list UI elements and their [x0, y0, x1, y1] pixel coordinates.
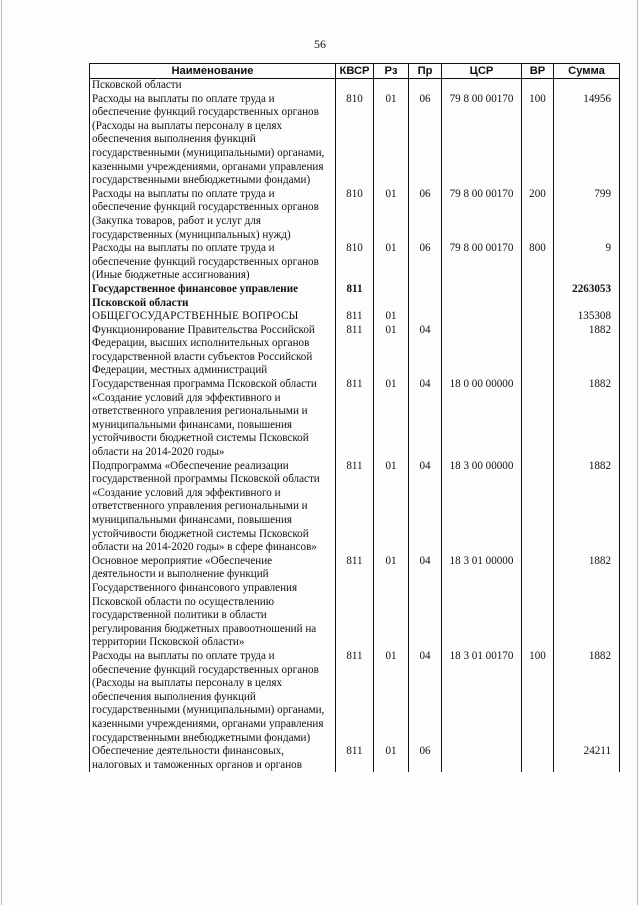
row-sum: 1882: [554, 460, 620, 555]
row-sum: 9: [554, 242, 620, 283]
table-row: [90, 555, 620, 650]
row-csr: 18 0 00 00000: [442, 378, 522, 460]
row-sum: [554, 79, 620, 93]
row-sum: 24211: [554, 745, 620, 772]
row-name: Расходы на выплаты по оплате труда и обеспечение функций государственных органов (Закупка товаров, работ и услуг для государственных (муниципальных) нужд): [90, 188, 336, 242]
row-vr: [522, 555, 554, 650]
row-kvsr: 811: [336, 745, 374, 772]
row-csr: 79 8 00 00170: [442, 188, 522, 242]
row-rz: 01: [374, 310, 409, 324]
row-kvsr: 810: [336, 242, 374, 283]
row-sum: 1882: [554, 555, 620, 650]
table-row: [90, 93, 620, 188]
header-vr: ВР: [522, 64, 554, 79]
row-kvsr: 811: [336, 650, 374, 745]
row-vr: [522, 283, 554, 310]
row-csr: [442, 310, 522, 324]
row-kvsr: 811: [336, 460, 374, 555]
header-sum: Сумма: [554, 64, 620, 79]
row-rz: 01: [374, 650, 409, 745]
table-row: [90, 310, 620, 324]
row-rz: 01: [374, 378, 409, 460]
row-rz: 01: [374, 188, 409, 242]
row-kvsr: 811: [336, 283, 374, 310]
row-name: Обеспечение деятельности финансовых, налоговых и таможенных органов и органов: [90, 745, 336, 772]
row-pr: 04: [409, 460, 442, 555]
table-row: [90, 324, 620, 378]
table-row: [90, 283, 620, 310]
row-csr: 18 3 01 00000: [442, 555, 522, 650]
table-row: [90, 242, 620, 283]
row-sum: 135308: [554, 310, 620, 324]
row-rz: 01: [374, 324, 409, 378]
row-csr: [442, 283, 522, 310]
row-sum: 1882: [554, 378, 620, 460]
row-kvsr: [336, 79, 374, 93]
row-pr: 06: [409, 242, 442, 283]
header-rz: Рз: [374, 64, 409, 79]
row-kvsr: 811: [336, 555, 374, 650]
row-vr: [522, 310, 554, 324]
table-row: [90, 188, 620, 242]
page-edge-right: [637, 0, 638, 905]
table-row: [90, 79, 620, 93]
table-row: [90, 745, 620, 772]
row-rz: 01: [374, 242, 409, 283]
row-csr: [442, 324, 522, 378]
table-row: [90, 650, 620, 745]
row-vr: [522, 378, 554, 460]
row-rz: [374, 283, 409, 310]
row-sum: 14956: [554, 93, 620, 188]
row-csr: [442, 79, 522, 93]
row-vr: 200: [522, 188, 554, 242]
row-csr: 18 3 01 00170: [442, 650, 522, 745]
row-rz: 01: [374, 555, 409, 650]
row-pr: 06: [409, 188, 442, 242]
page-edge-left: [1, 0, 2, 905]
page-number: 56: [314, 37, 326, 51]
row-pr: [409, 310, 442, 324]
row-kvsr: 811: [336, 310, 374, 324]
row-pr: [409, 79, 442, 93]
row-name: Расходы на выплаты по оплате труда и обеспечение функций государственных органов (Расходы на выплаты персоналу в целях обеспечения выполнения функций государственными (муниципальными) органами, казенными учреждениями, органами управления государственными внебюджетными фондами): [90, 93, 336, 188]
row-pr: 04: [409, 555, 442, 650]
row-name: Функционирование Правительства Российской Федерации, высших исполнительных органов государственной власти субъектов Российской Федерации, местных администраций: [90, 324, 336, 378]
row-name: Государственное финансовое управление Псковской области: [90, 283, 336, 310]
row-kvsr: 811: [336, 324, 374, 378]
row-pr: 06: [409, 93, 442, 188]
row-csr: [442, 745, 522, 772]
row-name: Расходы на выплаты по оплате труда и обеспечение функций государственных органов (Расходы на выплаты персоналу в целях обеспечения выполнения функций государственными (муниципальными) органами, казенными учреждениями, органами управления государственными внебюджетными фондами): [90, 650, 336, 745]
header-name: Наименование: [90, 64, 336, 79]
row-kvsr: 810: [336, 93, 374, 188]
row-vr: [522, 745, 554, 772]
row-name: Подпрограмма «Обеспечение реализации государственной программы Псковской области «Создание условий для эффективного и ответственного управления региональными и муниципальными финансами, повышения устойчивости бюджетной системы Псковской области на 2014-2020 годы» в сфере финансов»: [90, 460, 336, 555]
row-sum: 1882: [554, 324, 620, 378]
row-pr: [409, 283, 442, 310]
row-name: Псковской области: [90, 79, 336, 93]
row-csr: 79 8 00 00170: [442, 242, 522, 283]
table-row: [90, 460, 620, 555]
header-pr: Пр: [409, 64, 442, 79]
header-csr: ЦСР: [442, 64, 522, 79]
row-kvsr: 811: [336, 378, 374, 460]
row-kvsr: 810: [336, 188, 374, 242]
table-body: [90, 79, 620, 773]
row-pr: 06: [409, 745, 442, 772]
row-pr: 04: [409, 378, 442, 460]
row-rz: 01: [374, 460, 409, 555]
table-row: [90, 378, 620, 460]
row-rz: 01: [374, 93, 409, 188]
row-name: Расходы на выплаты по оплате труда и обеспечение функций государственных органов (Иные бюджетные ассигнования): [90, 242, 336, 283]
row-pr: 04: [409, 324, 442, 378]
row-pr: 04: [409, 650, 442, 745]
row-csr: 79 8 00 00170: [442, 93, 522, 188]
row-name: ОБЩЕГОСУДАРСТВЕННЫЕ ВОПРОСЫ: [90, 310, 336, 324]
row-vr: 100: [522, 93, 554, 188]
row-name: Государственная программа Псковской области «Создание условий для эффективного и ответственного управления региональными и муниципальными финансами, повышения устойчивости бюджетной системы Псковской области на 2014-2020 годы»: [90, 378, 336, 460]
table-header: [90, 64, 620, 79]
budget-table: [89, 63, 620, 772]
row-rz: 01: [374, 745, 409, 772]
row-sum: 1882: [554, 650, 620, 745]
header-kvsr: КВСР: [336, 64, 374, 79]
row-csr: 18 3 00 00000: [442, 460, 522, 555]
row-vr: [522, 79, 554, 93]
row-sum: 799: [554, 188, 620, 242]
row-vr: [522, 324, 554, 378]
row-vr: 100: [522, 650, 554, 745]
row-sum: 2263053: [554, 283, 620, 310]
row-rz: [374, 79, 409, 93]
row-vr: [522, 460, 554, 555]
row-name: Основное мероприятие «Обеспечение деятельности и выполнение функций Государственного финансового управления Псковской области по осуществлению государственной политики в области регулирования бюджетных правоотношений на территории Псковской области»: [90, 555, 336, 650]
row-vr: 800: [522, 242, 554, 283]
